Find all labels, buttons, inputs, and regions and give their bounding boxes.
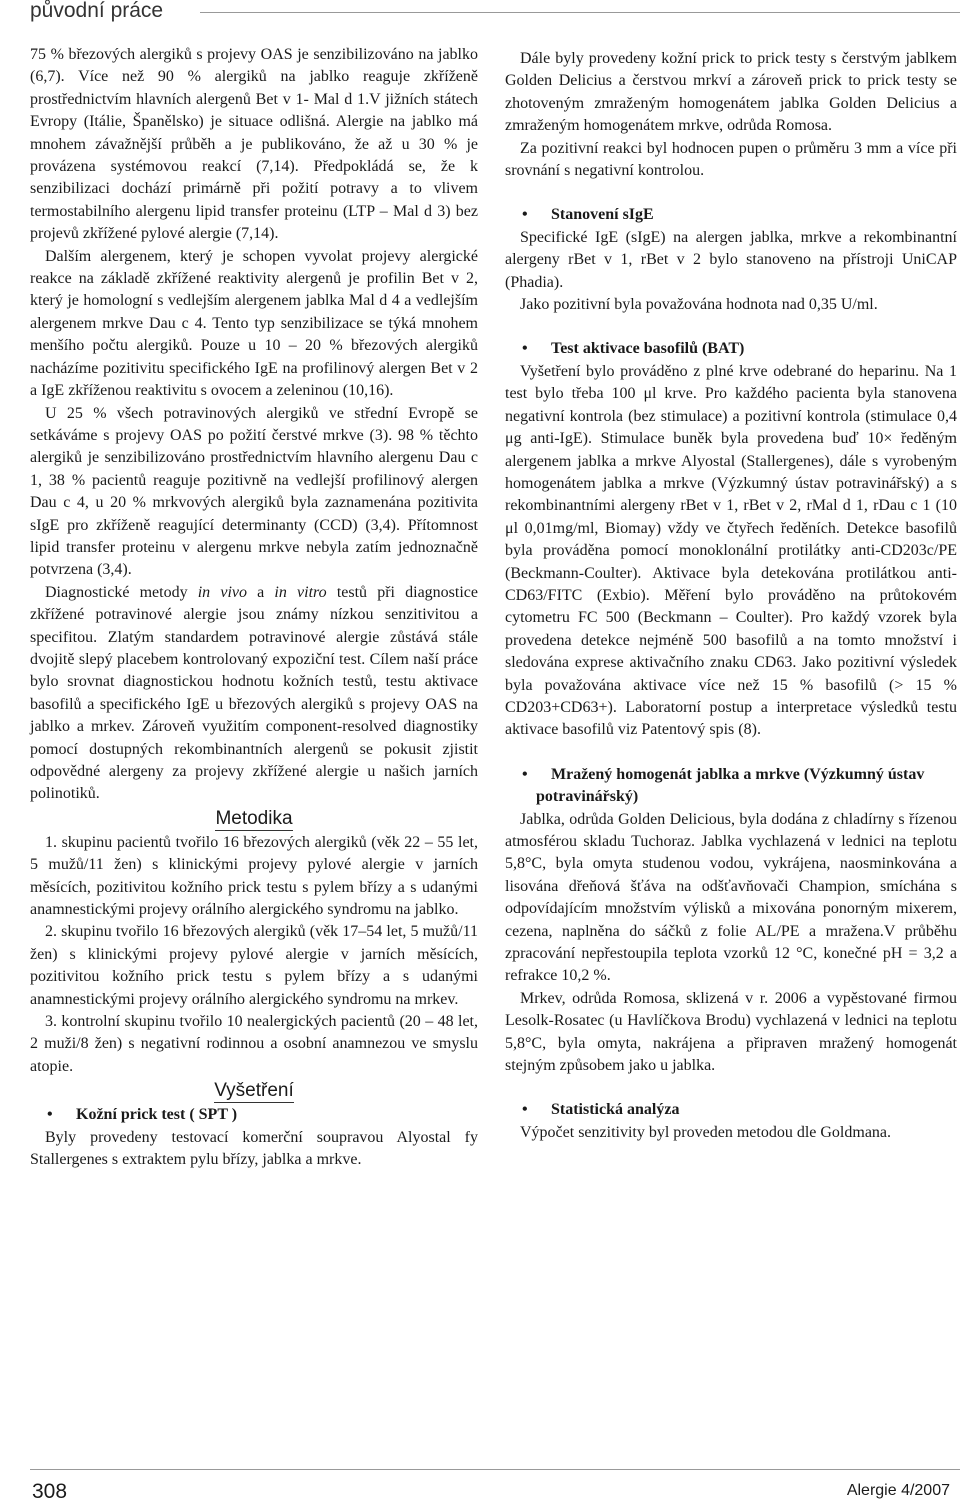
paragraph: 3. kontrolní skupinu tvořilo 10 nealergických pacientů (20 – 48 let, 2 muži/8 žen) s negativní rodinnou a osobní anamnezou ve smyslu atopie. — [30, 1013, 478, 1075]
paragraph: Jako pozitivní byla považována hodnota nad 0,35 U/ml. — [520, 296, 878, 314]
page-number: 308 — [32, 1480, 68, 1503]
heading-text: Metodika — [215, 807, 293, 829]
bullet-text: Test aktivace basofilů (BAT) — [551, 340, 745, 358]
bullet-heading — [30, 1104, 478, 1126]
bullet-heading — [505, 338, 957, 360]
paragraph: Byly provedeny testovací komerční soupravou Alyostal fy Stallergenes s extraktem pylu břízy, jablka a mrkve. — [30, 1128, 478, 1169]
page-header — [0, 0, 960, 24]
text-run: a — [247, 583, 275, 601]
section-heading-metodika — [30, 806, 478, 832]
paragraph: 2. skupinu tvořilo 16 březových alergiků (věk 17–54 let, 5 mužů/11 žen) s klinickými projevy pylové alergie v jarních měsících, pozitivitou kožního prick testu s pylem břízy a s udanými anamnestickými projevy orálního alergického syndromu na mrkev. — [30, 923, 478, 1008]
spacer — [505, 742, 957, 764]
text-run: testů při diagnostice zkřížené potravinové alergie jsou známy nízkou senzitivitou a specifitou. Zlatým standardem potravinové alergie zůstává stále dvojitě slepý placebem kontrolovaný expoziční test. Cílem naší práce bylo srovnat diagnostickou hodnotu kožních testů, testu aktivace basofilů a specifického IgE u březových alergiků s projevy OAS na jablko a mrkev. Zároveň využitím component-resolved diagnostiky pomocí dostupných rekombinantních alergenů se pokusit zjistit odpovědné alergeny za projevy zkřížené alergie u našich jarních polinotiků. — [30, 583, 478, 803]
italic-term: in vivo — [197, 583, 247, 601]
paragraph: Jablka, odrůda Golden Delicious, byla dodána z chladírny s řízenou atmosférou skladu Tuchoraz. Jablka vychlazená v lednici na teplotu 5,8°C, byla omyta studenou vodou, vykrájena, naosminkována a lisována dřeňová šťáva na odšťavňovači Champion, smíchána s odpovídajícím množstvím výlisků a mixována ponorným mixerem, cezena, naplněna do sáčků z folie AL/PE a mražena.V průběhu zpracování nepřestoupila teplota vzorků 12 °C, konečné pH = 3,2 a refrakce 10,2 %. — [505, 810, 957, 985]
spacer — [505, 1077, 957, 1099]
paragraph: 75 % březových alergiků s projevy OAS je senzibilizováno na jablko (6,7). Více než 90 % alergiků na jablko reaguje zkříženě prostřednictvím hlavních alergenů Bet v 1- Mal d 1.V jižních státech Evropy (Itálie, Španělsko) je situace odlišná. Alergie na jablko má mnohem závažnější průběh a je publikováno, že až u 30 % je provázena systémovou reakcí (7,14). Předpokládá se, že k senzibilizaci dochází primárně při požití potravy a to vlivem termostabilního alergenu lipid transfer proteinu (LTP – Mal d 3) bez projevů zkřížené pylové alergie (7,14). — [30, 46, 478, 243]
spacer — [505, 182, 957, 204]
header-rule — [200, 12, 960, 13]
paragraph: Dále byly provedeny kožní prick to prick testy s čerstvým jablkem Golden Delicius a čerstvou mrkví a zároveň prick to prick testy se zhotoveným zmraženým homogenátem jablka Golden Delicius a zmraženým homogenátem mrkve, odrůda Romosa. — [505, 50, 957, 135]
bullet-heading — [505, 764, 957, 809]
bullet-icon: • — [522, 340, 528, 358]
bullet-icon: • — [522, 206, 528, 224]
bullet-heading — [505, 1099, 957, 1121]
paragraph: Za pozitivní reakci byl hodnocen pupen o průměru 3 mm a více při srovnání s negativní kontrolou. — [505, 139, 957, 180]
section-label: původní práce — [30, 0, 164, 22]
bullet-text: Kožní prick test ( SPT ) — [76, 1106, 238, 1124]
italic-term: in vitro — [274, 583, 327, 601]
bullet-text: Statistická analýza — [551, 1101, 680, 1119]
paragraph: Specifické IgE (sIgE) na alergen jablka, mrkve a rekombinantní alergeny rBet v 1, rBet v 2 bylo stanoveno na přístroji UniCAP (Phadia). — [505, 228, 957, 291]
bullet-text: Mražený homogenát jablka a mrkve (Výzkumný ústav potravinářský) — [536, 765, 925, 806]
paragraph: Vyšetření bylo prováděno z plné krve odebrané do heparinu. Na 1 test bylo třeba 100 μl krve. Pro každého pacienta byla stanovena negativní kontrola (bez stimulace) a pozitivní kontrola (stimulace 0,4 μg anti-IgE). Stimulace buněk byla provedena buď 10× ředěným alergenem jablka a mrkve Alyostal (Stallergenes), dále s vyrobeným homogenátem jablka a mrkve (Výzkumný ústav potravinářský) a s rekombinantními alergeny rBet v 1, rBet v 2, rMal d 1, rDau c 1 (10 μl 0,01mg/ml, Biomay) vždy ve čtyřech ředěních. Detekce basofilů byla prováděna pomocí monoklonální protilátky anti-CD203c/PE (Beckmann-Coulter). Aktivace byla detekována protilátkou anti-CD63/FITC (Exbio). Měření bylo prováděno na průtokovém cytometru FC 500 (Beckmann – Coulter). Pro každý vzorek byla provedena detekce nejméně 500 basofilů a na tomto množství i sledována exprese aktivačního znaku CD63. Jako pozitivní výsledek byla považována aktivace více než 15 % basofilů (> 15 % CD203+CD63+). Laboratorní postup a interpretace výsledků testu aktivace basofilů viz Patentový spis (8). — [505, 362, 957, 739]
bullet-heading — [505, 204, 957, 226]
paragraph: Dalším alergenem, který je schopen vyvolat projevy alergické reakce na základě zkřížené reaktivity alergenů je profilin Bet v 2, který je homologní s vedlejším alergenem jablka Mal d 4 a vedlejším alergenem mrkve Dau c 4. Tento typ senzibilizace se týká mnohem menšího počtu alergiků. Pouze u 10 – 20 % březových alergiků nacházíme pozitivitu specifického IgE na profilinový alergen Bet v 2 a IgE zkříženou reaktivitu s ovocem a zeleninou (10,16). — [30, 247, 478, 400]
paragraph: 1. skupinu pacientů tvořilo 16 březových alergiků (věk 22 – 55 let, 5 mužů/11 žen) s klinickými projevy pylové alergie v jarních měsících, pozitivitou kožního prick testu s pylem břízy a s udanými anamnestickými projevy orálního alergického syndromu na jablko. — [30, 833, 478, 919]
left-column — [30, 44, 478, 1172]
right-column — [505, 48, 957, 1144]
paragraph: Mrkev, odrůda Romosa, sklizená v r. 2006 a vypěstované firmou Lesolk-Rosatec (u Havlíčkova Brodu) vychlazená v lednici na teplotu 5,8°C, byla omyta, nakrájena a připraven mražený homogenát stejným způsobem jako u jablka. — [505, 989, 957, 1075]
paragraph: U 25 % všech potravinových alergiků ve střední Evropě se setkáváme s projevy OAS po požití čerstvé mrkve (3). 98 % těchto alergiků je senzibilizováno prostřednictvím hlavního alergenu Dau c 1, 38 % pacientů reaguje pozitivně na vedlejší profilinový alergen Dau c 4, u 20 % mrkvových alergiků byla zaznamenána pozitivita sIgE pro zkříženě reagující determinanty (CCD) (3,4). Přítomnost lipid transfer proteinu v alergenu mrkve nebyla zatím jednoznačně potvrzena (3,4). — [30, 404, 478, 579]
bullet-icon: • — [522, 1101, 528, 1119]
bullet-icon: • — [522, 765, 528, 783]
spacer — [505, 316, 957, 338]
section-heading-vysetreni — [30, 1078, 478, 1104]
text-run: Diagnostické metody — [45, 583, 198, 601]
heading-text: Vyšetření — [214, 1080, 294, 1102]
bullet-icon: • — [47, 1106, 53, 1124]
bullet-text: Stanovení sIgE — [551, 206, 654, 224]
paragraph: Výpočet senzitivity byl proveden metodou dle Goldmana. — [520, 1123, 892, 1141]
footer-rule — [30, 1469, 960, 1470]
paragraph — [30, 582, 478, 806]
journal-issue: Alergie 4/2007 — [846, 1482, 950, 1499]
